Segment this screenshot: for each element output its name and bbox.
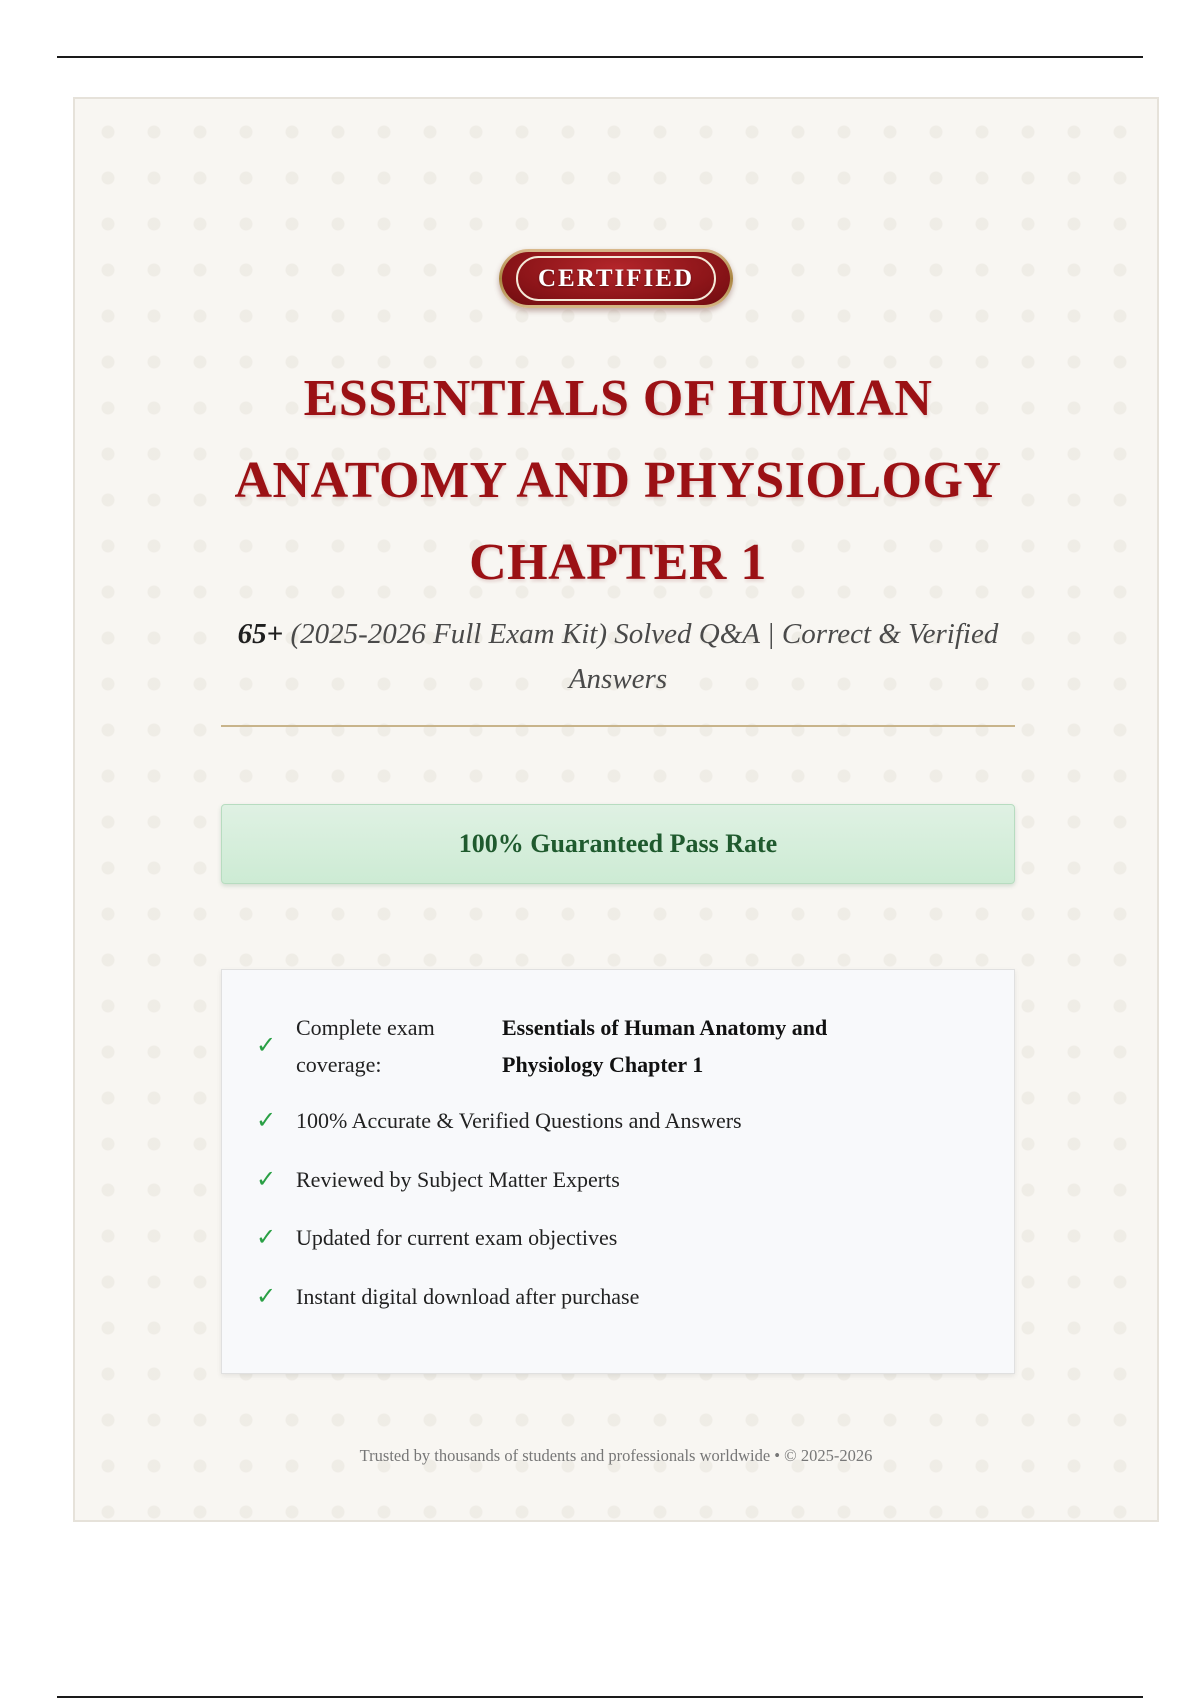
footer-note: Trusted by thousands of students and professionals worldwide • © 2025-2026 <box>359 1446 873 1465</box>
bottom-rule <box>57 1696 1143 1698</box>
check-icon: ✓ <box>256 1165 277 1193</box>
subtitle-text: (2025-2026 Full Exam Kit) Solved Q&A | Correct & Verified Answers <box>283 618 999 695</box>
certified-badge <box>499 249 733 308</box>
feature-item-text: Updated for current exam objectives <box>296 1225 618 1250</box>
feature-item-text: 100% Accurate & Verified Questions and Answers <box>296 1108 742 1133</box>
features-box <box>221 969 1015 1374</box>
check-icon: ✓ <box>256 1031 277 1059</box>
coverage-label: Complete exam coverage: <box>296 1015 435 1077</box>
title-divider <box>221 725 1015 727</box>
coverage-value: Essentials of Human Anatomy and Physiology Chapter 1 <box>502 1015 828 1077</box>
certified-badge-label: CERTIFIED <box>516 256 716 301</box>
cover-page <box>73 97 1159 1522</box>
guarantee-banner: 100% Guaranteed Pass Rate <box>221 804 1015 884</box>
feature-item-text: Reviewed by Subject Matter Experts <box>296 1167 620 1192</box>
feature-item-text: Instant digital download after purchase <box>296 1284 640 1309</box>
document-title: ESSENTIALS OF HUMAN ANATOMY AND PHYSIOLOGY CHAPTER 1 <box>234 370 1002 591</box>
check-icon: ✓ <box>256 1106 277 1134</box>
question-count: 65+ <box>237 618 284 650</box>
check-icon: ✓ <box>256 1223 277 1251</box>
document-subtitle <box>215 612 1021 702</box>
top-rule <box>57 56 1143 58</box>
certified-badge-wrap <box>75 249 1157 308</box>
check-icon: ✓ <box>256 1282 277 1310</box>
